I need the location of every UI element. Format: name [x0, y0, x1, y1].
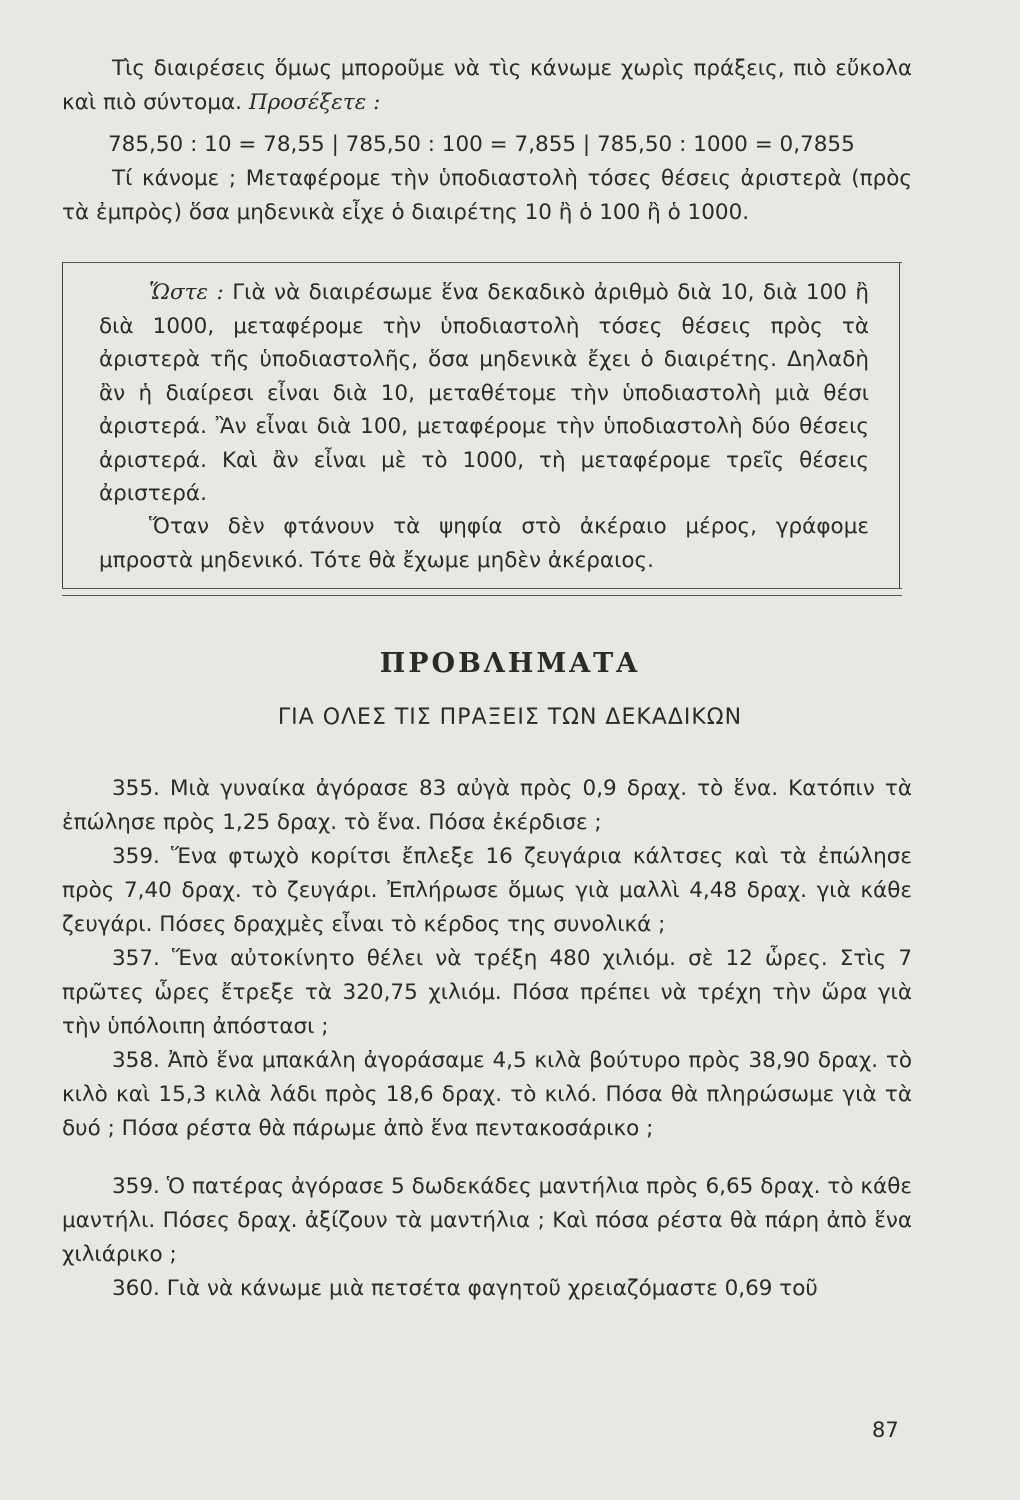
hoste-label: Ὥστε : [149, 280, 224, 305]
problem-357 [62, 942, 912, 1044]
problem-359b [62, 1170, 912, 1272]
problem-number: 355. [112, 776, 160, 801]
problem-number: 358. [112, 1048, 160, 1073]
problem-text: Μιὰ γυναίκα ἀγόρασε 83 αὐγὰ πρὸς 0,9 δραχ. τὸ ἕνα. Κατόπιν τὰ ἐπώλησε πρὸς 1,25 δραχ. τὸ ἕνα. Πόσα ἐκέρδισε ; [62, 776, 912, 835]
problem-text: Ἀπὸ ἕνα μπακάλη ἀγοράσαμε 4,5 κιλὰ βούτυρο πρὸς 38,90 δραχ. τὸ κιλὸ καὶ 15,3 κιλὰ λάδι πρὸς 18,6 δραχ. τὸ κιλό. Πόσα θὰ πληρώσωμε γιὰ τὰ δυό ; Πόσα ρέστα θὰ πάρωμε ἀπὸ ἕνα πεντακοσάρικο ; [62, 1048, 913, 1141]
intro-paragraph [62, 52, 912, 120]
section-subheading: ΓΙΑ ΟΛΕΣ ΤΙΣ ΠΡΑΞΕΙΣ ΤΩΝ ΔΕΚΑΔΙΚΩΝ [277, 705, 743, 730]
problem-text: Ἕνα αὐτοκίνητο θέλει νὰ τρέξη 480 χιλιόμ. σὲ 12 ὧρες. Στὶς 7 πρῶτες ὧρες ἔτρεξε τὰ 320,75 χιλιόμ. Πόσα πρέπει νὰ τρέχη τὴν ὥρα γιὰ τὴν ὑπόλοιπη ἀπόστασι ; [62, 946, 912, 1039]
intro-text: Τὶς διαιρέσεις ὅμως μποροῦμε νὰ τὶς κάνωμε χωρὶς πράξεις, πιὸ εὔκολα καὶ πιὸ σύντομα. [62, 56, 912, 115]
page-number: 87 [872, 1418, 899, 1442]
rule-paragraph [99, 276, 869, 511]
calc-div-1000: 785,50 : 1000 = 0,7855 [597, 132, 855, 157]
problem-number: 357. [112, 946, 160, 971]
calc-separator: | [331, 132, 346, 157]
calc-div-10: 785,50 : 10 = 78,55 [108, 132, 325, 157]
rule-text: Γιὰ νὰ διαιρέσωμε ἕνα δεκαδικὸ ἀριθμὸ διὰ 10, διὰ 100 ἢ διὰ 1000, μεταφέρομε τὴν ὑποδιαστολὴ τόσες θέσεις πρὸς τὰ ἀριστερὰ τῆς ὑποδιαστολῆς, ὅσα μηδενικὰ ἔχει ὁ διαιρέτης. Δηλαδὴ ἂν ἡ διαίρεσι εἶναι διὰ 10, μεταθέτομε τὴν ὑποδιαστολὴ μιὰ θέσι ἀριστερά. Ἂν εἶναι διὰ 100, μεταφέρομε τὴν ὑποδιαστολὴ δύο θέσεις ἀριστερά. Καὶ ἂν εἶναι μὲ τὸ 1000, τὴ μεταφέρομε τρεῖς θέσεις ἀριστερά. [99, 280, 869, 506]
problem-355 [62, 772, 912, 840]
rule-box [62, 262, 900, 588]
problem-text: Ἕνα φτωχὸ κορίτσι ἔπλεξε 16 ζευγάρια κάλτσες καὶ τὰ ἐπώλησε πρὸς 7,40 δραχ. τὸ ζευγάρι. Ἐπλήρωσε ὅμως γιὰ μαλλὶ 4,48 δραχ. γιὰ κάθε ζευγάρι. Πόσες δραχμὲς εἶναι τὸ κέρδος της συνολικά ; [62, 844, 912, 937]
problem-text: Γιὰ νὰ κάνωμε μιὰ πετσέτα φαγητοῦ χρειαζόμαστε 0,69 τοῦ [166, 1276, 818, 1301]
problem-text: Ὁ πατέρας ἀγόρασε 5 δωδεκάδες μαντήλια πρὸς 6,65 δραχ. τὸ κάθε μαντήλι. Πόσες δραχ. ἀξίζουν τὰ μαντήλια ; Καὶ πόσα ρέστα θὰ πάρη ἀπὸ ἕνα χιλιάρικο ; [62, 1174, 912, 1267]
problem-number: 359. [112, 1174, 160, 1199]
problem-number: 359. [112, 844, 160, 869]
calc-separator: | [582, 132, 597, 157]
box-bottom-rule [62, 588, 902, 589]
problem-360 [62, 1272, 912, 1306]
box-bottom-rule-double [62, 595, 902, 596]
prosexete-label: Προσέξετε : [248, 90, 381, 115]
rule-note-paragraph: Ὅταν δὲν φτάνουν τὰ ψηφία στὸ ἀκέραιο μέρος, γράφομε μπροστὰ μηδενικό. Τότε θὰ ἔχωμε μηδὲν ἀκέραιος. [99, 514, 869, 573]
problem-359a [62, 840, 912, 942]
calc-div-100: 785,50 : 100 = 7,855 [345, 132, 577, 157]
calculation-line [108, 128, 908, 162]
section-heading: ΠΡΟΒΛΗΜΑΤΑ [379, 648, 641, 679]
explanation-paragraph: Τί κάνομε ; Μεταφέρομε τὴν ὑποδιαστολὴ τόσες θέσεις ἀριστερὰ (πρὸς τὰ ἐμπρὸς) ὅσα μηδενικὰ εἶχε ὁ διαιρέτης 10 ἢ ὁ 100 ἢ ὁ 1000. [62, 166, 912, 225]
problem-358 [62, 1044, 912, 1146]
problem-number: 360. [112, 1276, 160, 1301]
